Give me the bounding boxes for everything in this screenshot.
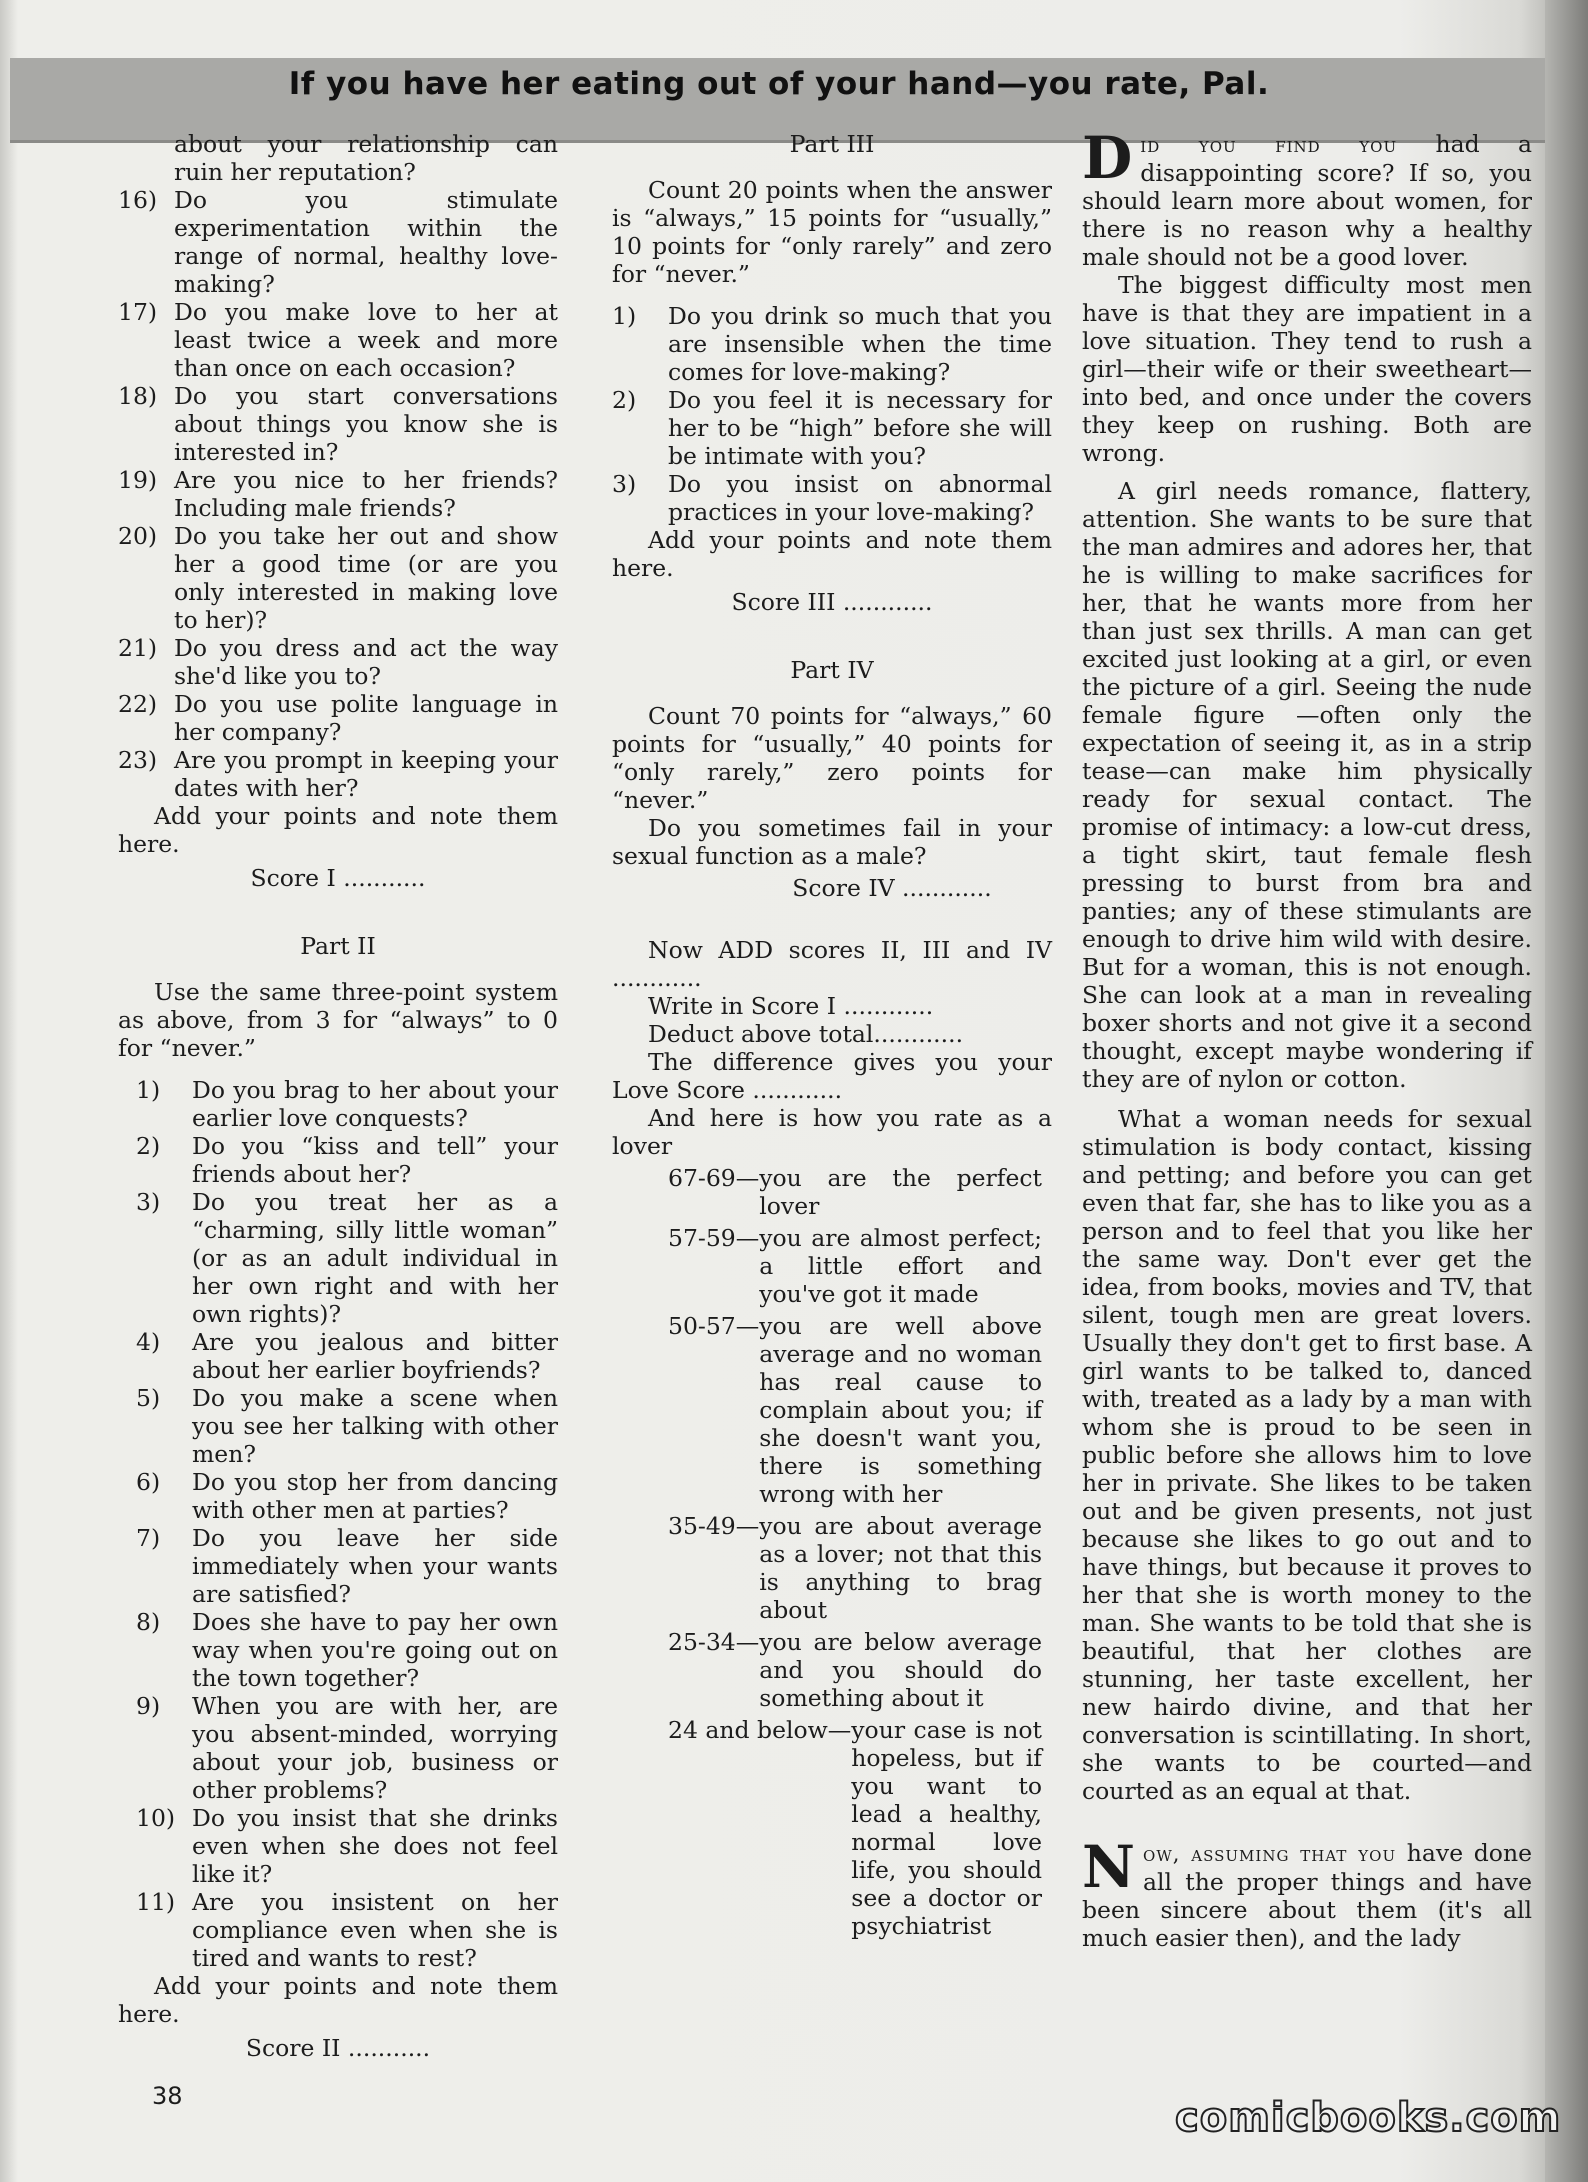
- question-text: Do you “kiss and tell” your friends about her?: [192, 1132, 558, 1188]
- add-points-note-3: Add your points and note them here.: [612, 526, 1052, 582]
- question-item: [118, 634, 558, 690]
- question-text: Do you treat her as a “charming, silly little woman” (or as an adult individual in her own right and with her own rights)?: [192, 1188, 558, 1328]
- question-text: Are you nice to her friends? Including male friends?: [174, 466, 558, 522]
- question-number: 8): [136, 1608, 161, 1636]
- column-1: [118, 130, 558, 2062]
- part-2-title: Part II: [300, 932, 376, 960]
- question-number: 19): [118, 466, 158, 494]
- paragraph-5-text: have done all the proper things and have been sincere about them (it's all much easier then), and the lady: [1082, 1839, 1532, 1952]
- deduct-line: Deduct above total............: [648, 1020, 964, 1048]
- part-3-intro: Count 20 points when the answer is “always,” 15 points for “usually,” 10 points for “only rarely” and zero for “never.”: [612, 176, 1052, 288]
- rating-range: 57-59—: [668, 1224, 760, 1252]
- question-text: Do you take her out and show her a good time (or are you only interested in making love to her)?: [174, 522, 558, 634]
- question-item: [118, 466, 558, 522]
- rating-text: your case is not hopeless, but if you want to lead a healthy, normal love life, you should see a doctor or psychiatrist: [851, 1716, 1042, 1940]
- question-number: 6): [136, 1468, 161, 1496]
- drop-cap-n: N: [1082, 1833, 1136, 1901]
- article-paragraph-5: [1082, 1833, 1532, 1952]
- how-rate-line: And here is how you rate as a lover: [612, 1104, 1052, 1160]
- question-item: [136, 1328, 558, 1384]
- question-item: [118, 522, 558, 634]
- question-number: 10): [136, 1804, 176, 1832]
- page-edge: [1545, 0, 1588, 2182]
- question-item: [136, 1188, 558, 1328]
- question-item: [136, 1468, 558, 1524]
- question-text: Do you brag to her about your earlier love conquests?: [192, 1076, 558, 1132]
- rating-range: 25-34—: [668, 1628, 760, 1656]
- score-4-line: Score IV ............: [792, 874, 992, 902]
- question-text: Do you drink so much that you are insensible when the time comes for love-making?: [668, 302, 1052, 386]
- question-text: Do you use polite language in her company?: [174, 690, 558, 746]
- question-item: [612, 386, 1052, 470]
- question-number: 23): [118, 746, 158, 774]
- part-3-title: Part III: [789, 130, 875, 158]
- part-4-intro: Count 70 points for “always,” 60 points for “usually,” 40 points for “only rarely,” zero points for “never.”: [612, 702, 1052, 814]
- paragraph-1-text: had a disappointing score? If so, you should learn more about women, for there is no reason why a healthy male should not be a good lover.: [1082, 130, 1532, 271]
- rating-range: 35-49—: [668, 1512, 760, 1540]
- rating-list: [612, 1164, 1052, 1940]
- question-item: [136, 1524, 558, 1608]
- rating-text: you are below average and you should do something about it: [759, 1628, 1042, 1712]
- question-number: 4): [136, 1328, 161, 1356]
- question-number: 3): [612, 470, 637, 498]
- rating-item: [668, 1512, 1052, 1624]
- column-3: [1082, 124, 1532, 1952]
- rating-range: 67-69—: [668, 1164, 760, 1192]
- question-text: Are you jealous and bitter about her earlier boyfriends?: [192, 1328, 558, 1384]
- drop-cap-d: D: [1082, 124, 1133, 192]
- write-in-line: Write in Score I ............: [648, 992, 934, 1020]
- question-number: 20): [118, 522, 158, 550]
- question-item: [136, 1608, 558, 1692]
- question-text: When you are with her, are you absent-minded, worrying about your job, business or other problems?: [192, 1692, 558, 1804]
- question-item: [136, 1076, 558, 1132]
- column-2: [612, 130, 1052, 1944]
- page-number: 38: [152, 2082, 183, 2110]
- question-number: 3): [136, 1188, 161, 1216]
- question-number: 2): [136, 1132, 161, 1160]
- question-text: Do you make a scene when you see her talking with other men?: [192, 1384, 558, 1468]
- question-number: 18): [118, 382, 158, 410]
- question-item: [118, 690, 558, 746]
- question-item: [118, 298, 558, 382]
- article-paragraph-4: What a woman needs for sexual stimulation is body contact, kissing and petting; and before you can get even that far, she has to like you as a person and to feel that you like her the same way. Don't ever get the idea, from books, movies and TV, that silent, tough men are great lovers. Usually they don't get to first base. A girl wants to be talked to, danced with, treated as a lady by a man with whom she is proud to be seen in public before she allows him to love her in private. She likes to be taken out and be given presents, not just because she likes to go out and to have things, but because it proves to her that she is worth money to the man. She wants to be told that she is beautiful, that her clothes are stunning, her taste excellent, her new hairdo divine, and that her conversation is scintillating. In short, she wants to be courted—and courted as an equal at that.: [1082, 1105, 1532, 1805]
- rating-text: you are almost perfect; a little effort and you've got it made: [759, 1224, 1042, 1308]
- rating-item: [668, 1628, 1052, 1712]
- question-text: Does she have to pay her own way when you're going out on the town together?: [192, 1608, 558, 1692]
- part1-question-list: [118, 186, 558, 802]
- question-number: 17): [118, 298, 158, 326]
- question-text: Do you start conversations about things you know she is interested in?: [174, 382, 558, 466]
- header-title: If you have her eating out of your hand—you rate, Pal.: [288, 66, 1270, 102]
- part2-question-list: [118, 1076, 558, 1972]
- part-4-question: Do you sometimes fail in your sexual function as a male?: [612, 814, 1052, 870]
- question-text: Do you stimulate experimentation within the range of normal, healthy love-making?: [174, 186, 558, 298]
- article-paragraph-3: A girl needs romance, flattery, attention. She wants to be sure that the man admires and adores her, that he is willing to make sacrifices for her, that he wants more from her than just sex thrills. A man can get excited just looking at a girl, or even the picture of a girl. Seeing the nude female figure —often only the expectation of seeing it, as in a strip tease—can make him physically ready for sexual contact. The promise of intimacy: a low-cut dress, a tight skirt, taut female flesh pressing to burst from bra and panties; any of these stimulants are enough to drive him wild with desire. But for a woman, this is not enough. She can look at a man in revealing boxer shorts and not give it a second thought, except maybe wondering if they are of nylon or cotton.: [1082, 477, 1532, 1093]
- question-text: Do you stop her from dancing with other men at parties?: [192, 1468, 558, 1524]
- rating-item: [668, 1164, 1052, 1220]
- part3-question-list: [612, 302, 1052, 526]
- question-number: 1): [612, 302, 637, 330]
- question-item: [136, 1692, 558, 1804]
- part-4-title: Part IV: [790, 656, 874, 684]
- question-text: Are you insistent on her compliance even when she is tired and wants to rest?: [192, 1888, 558, 1972]
- question-number: 22): [118, 690, 158, 718]
- question-number: 2): [612, 386, 637, 414]
- question-item: [612, 470, 1052, 526]
- now-add-line: Now ADD scores II, III and IV ............: [612, 936, 1052, 992]
- lead-in-caps-2: ow, assuming that you: [1143, 1842, 1397, 1866]
- score-1-line: Score I ...........: [250, 864, 426, 892]
- rating-text: you are about average as a lover; not that this is anything to brag about: [759, 1512, 1042, 1624]
- question-number: 21): [118, 634, 158, 662]
- difference-line: The difference gives you your Love Score ............: [612, 1048, 1052, 1104]
- question-number: 9): [136, 1692, 161, 1720]
- rating-item: [668, 1312, 1052, 1508]
- article-paragraph-1: [1082, 124, 1532, 271]
- question-text: Are you prompt in keeping your dates with her?: [174, 746, 558, 802]
- add-points-note: Add your points and note them here.: [118, 802, 558, 858]
- part-2-intro: Use the same three-point system as above, from 3 for “always” to 0 for “never.”: [118, 978, 558, 1062]
- question-text: Do you insist that she drinks even when she does not feel like it?: [192, 1804, 558, 1888]
- article-paragraph-2: The biggest difficulty most men have is that they are impatient in a love situation. They tend to rush a girl—their wife or their sweetheart—into bed, and once under the covers they keep on rushing. Both are wrong.: [1082, 271, 1532, 467]
- question-text: Do you leave her side immediately when your wants are satisfied?: [192, 1524, 558, 1608]
- question-number: 11): [136, 1888, 176, 1916]
- question-item: [136, 1132, 558, 1188]
- score-3-line: Score III ............: [731, 588, 933, 616]
- question-text: Do you dress and act the way she'd like you to?: [174, 634, 558, 690]
- question-item: [136, 1384, 558, 1468]
- add-points-note-2: Add your points and note them here.: [118, 1972, 558, 2028]
- question-item: [136, 1804, 558, 1888]
- question-item: [118, 746, 558, 802]
- rating-item: [668, 1224, 1052, 1308]
- continued-question: about your relationship can ruin her reputation?: [174, 130, 558, 186]
- question-number: 5): [136, 1384, 161, 1412]
- rating-range: 50-57—: [668, 1312, 760, 1340]
- question-item: [118, 382, 558, 466]
- lead-in-caps: id you find you: [1140, 133, 1398, 157]
- question-text: Do you feel it is necessary for her to be “high” before she will be intimate with you?: [668, 386, 1052, 470]
- rating-text: you are the perfect lover: [759, 1164, 1042, 1220]
- question-number: 7): [136, 1524, 161, 1552]
- question-item: [118, 186, 558, 298]
- question-number: 16): [118, 186, 158, 214]
- rating-range: 24 and below—: [668, 1716, 852, 1744]
- question-number: 1): [136, 1076, 161, 1104]
- score-2-line: Score II ...........: [245, 2034, 431, 2062]
- question-item: [612, 302, 1052, 386]
- watermark-logo: comicbooks.com: [1175, 2095, 1562, 2141]
- rating-item: [668, 1716, 1052, 1940]
- question-item: [136, 1888, 558, 1972]
- question-text: Do you make love to her at least twice a week and more than once on each occasion?: [174, 298, 558, 382]
- rating-text: you are well above average and no woman has real cause to complain about you; if she doesn't want you, there is something wrong with her: [759, 1312, 1042, 1508]
- question-text: Do you insist on abnormal practices in your love-making?: [668, 470, 1052, 526]
